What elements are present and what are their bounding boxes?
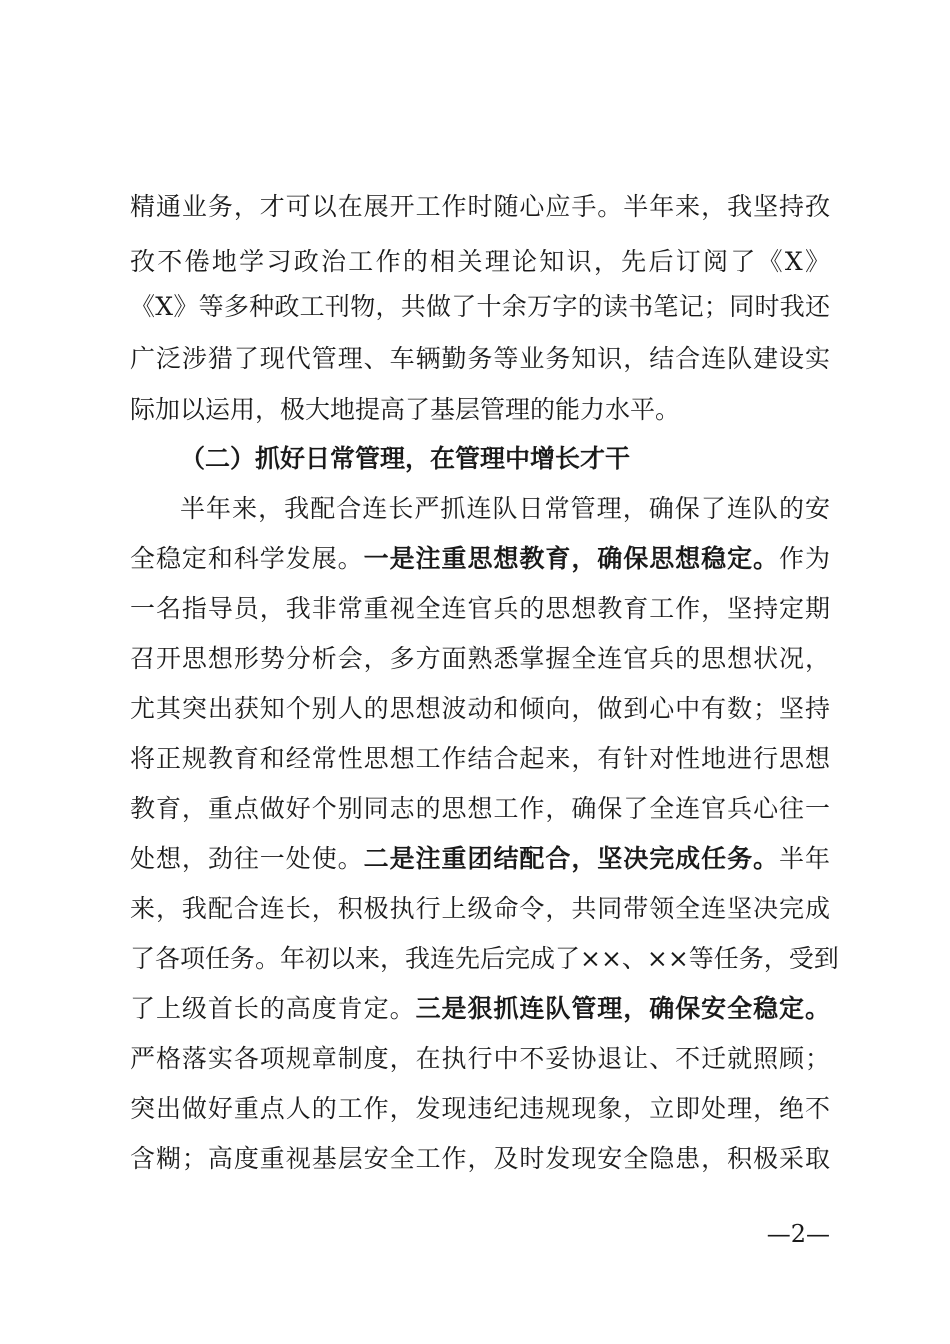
text-run: 处想，劲往一处使。	[130, 844, 364, 873]
text-run: 了上级首长的高度肯定。	[130, 994, 416, 1023]
text-line: 含糊；高度重视基层安全工作，及时发现安全隐患，积极采取	[130, 1144, 830, 1173]
text-line: 一名指导员，我非常重视全连官兵的思想教育工作，坚持定期	[130, 594, 830, 623]
text-line: 召开思想形势分析会，多方面熟悉掌握全连官兵的思想状况，	[130, 644, 830, 673]
text-line: 来，我配合连长，积极执行上级命令，共同带领全连坚决完成	[130, 894, 830, 923]
text-line: 将正规教育和经常性思想工作结合起来，有针对性地进行思想	[130, 744, 830, 773]
text-line: 半年来，我配合连长严抓连队日常管理，确保了连队的安	[180, 494, 830, 523]
text-line: 《X》等多种政工刊物，共做了十余万字的读书笔记；同时我还	[130, 292, 830, 321]
text-line	[130, 842, 830, 876]
text-line: 精通业务，才可以在展开工作时随心应手。半年来，我坚持孜	[130, 192, 830, 221]
text-line	[130, 992, 830, 1026]
text-line: 了各项任务。年初以来，我连先后完成了××、××等任务，受到	[130, 944, 839, 973]
bold-point-1: 一是注重思想教育，确保思想稳定。	[363, 544, 779, 573]
text-run: 作为	[779, 544, 830, 573]
text-run: 半年	[779, 844, 830, 873]
text-line: 严格落实各项规章制度，在执行中不妥协退让、不迁就照顾；	[130, 1044, 830, 1073]
text-line: 尤其突出获知个别人的思想波动和倾向，做到心中有数；坚持	[130, 694, 830, 723]
text-line	[130, 542, 830, 576]
text-line: 突出做好重点人的工作，发现违纪违规现象，立即处理，绝不	[130, 1094, 830, 1123]
bold-point-3: 三是狠抓连队管理，确保安全稳定。	[415, 994, 830, 1023]
page-number: —2—	[766, 1220, 830, 1248]
text-line: 教育，重点做好个别同志的思想工作，确保了全连官兵心往一	[130, 794, 830, 823]
text-run: 全稳定和科学发展。	[130, 544, 364, 573]
section-heading: （二）抓好日常管理，在管理中增长才干	[180, 444, 631, 473]
text-line: 孜不倦地学习政治工作的相关理论知识，先后订阅了《X》	[130, 247, 830, 276]
bold-point-2: 二是注重团结配合，坚决完成任务。	[363, 844, 779, 873]
text-line: 广泛涉猎了现代管理、车辆勤务等业务知识，结合连队建设实	[130, 344, 830, 373]
text-line: 际加以运用，极大地提高了基层管理的能力水平。	[130, 395, 681, 424]
